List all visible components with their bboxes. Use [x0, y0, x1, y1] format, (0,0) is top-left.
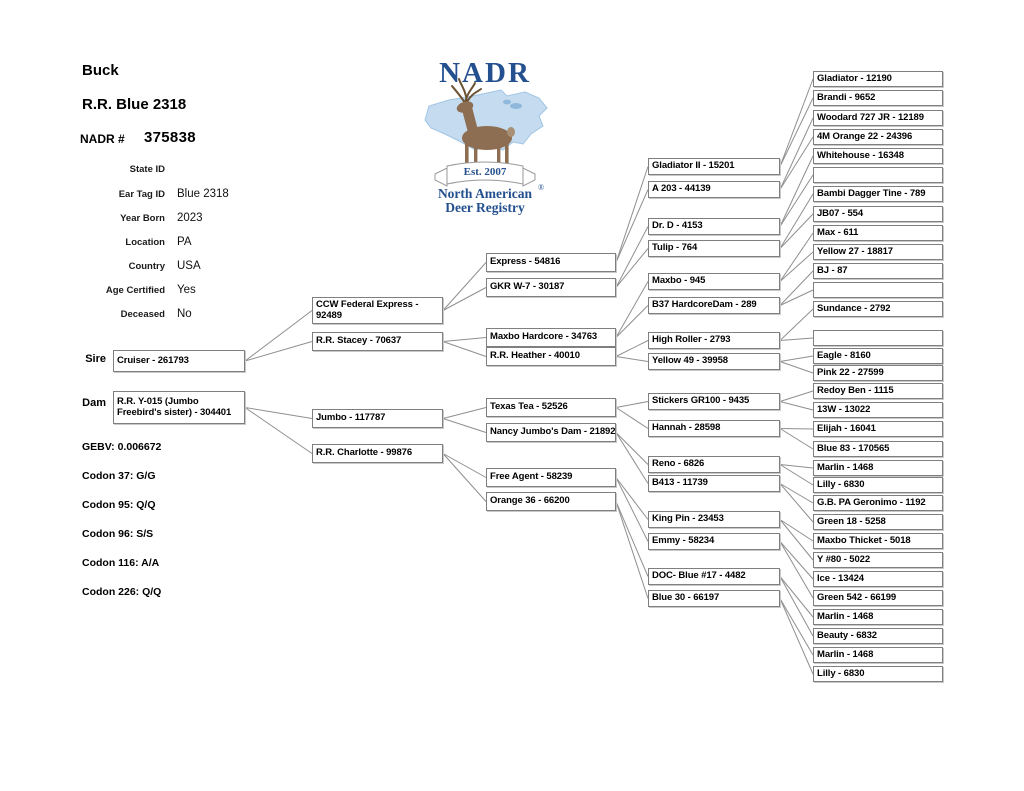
pedigree-edge: [616, 433, 648, 484]
pedigree-node-g5_20: Blue 83 - 170565: [813, 441, 943, 457]
pedigree-edge: [616, 227, 648, 288]
pedigree-node-yellow49: Yellow 49 - 39958: [648, 353, 780, 370]
svg-text:Est. 2007: Est. 2007: [463, 166, 507, 178]
pedigree-node-dam: R.R. Y-015 (Jumbo Freebird's sister) - 304401: [113, 391, 245, 424]
pedigree-edge: [780, 520, 813, 542]
pedigree-edge: [616, 249, 648, 288]
pedigree-edge: [780, 98, 813, 167]
pedigree-edge: [616, 478, 648, 542]
info-label: Age Certified: [105, 285, 165, 296]
genetics-line: Codon 96: S/S: [82, 528, 154, 540]
pedigree-edge: [780, 542, 813, 580]
pedigree-node-b413: B413 - 11739: [648, 475, 780, 492]
pedigree-node-tulip: Tulip - 764: [648, 240, 780, 257]
pedigree-node-g5_01: Gladiator - 12190: [813, 71, 943, 87]
pedigree-node-docblue: DOC- Blue #17 - 4482: [648, 568, 780, 585]
pedigree-node-g5_07: Bambi Dagger Tine - 789: [813, 186, 943, 202]
pedigree-node-sire: Cruiser - 261793: [113, 350, 245, 372]
pedigree-node-g5_21: Marlin - 1468: [813, 460, 943, 476]
pedigree-edge: [780, 290, 813, 306]
genetics-line: Codon 226: Q/Q: [82, 586, 162, 598]
pedigree-node-texastea: Texas Tea - 52526: [486, 398, 616, 417]
pedigree-node-orange36: Orange 36 - 66200: [486, 492, 616, 511]
info-label: Year Born: [120, 213, 165, 224]
pedigree-node-highroller: High Roller - 2793: [648, 332, 780, 349]
pedigree-edge: [780, 484, 813, 504]
pedigree-node-b37: B37 HardcoreDam - 289: [648, 297, 780, 314]
info-label: Ear Tag ID: [118, 189, 165, 200]
pedigree-node-maxbo: Maxbo - 945: [648, 273, 780, 290]
genetics-line: GEBV: 0.006672: [82, 441, 162, 453]
pedigree-node-g5_19: Elijah - 16041: [813, 421, 943, 437]
pedigree-edge: [780, 429, 813, 450]
info-value: USA: [177, 260, 201, 272]
pedigree-node-kingpin: King Pin - 23453: [648, 511, 780, 528]
pedigree-node-hannah: Hannah - 28598: [648, 420, 780, 437]
pedigree-edge: [616, 357, 648, 362]
pedigree-node-g5_02: Brandi - 9652: [813, 90, 943, 106]
pedigree-node-g5_22: Lilly - 6830: [813, 477, 943, 493]
sire-label: Sire: [85, 353, 106, 365]
pedigree-edge: [443, 288, 486, 311]
nadr-acronym: NADR: [439, 57, 531, 89]
pedigree-edge: [616, 167, 648, 263]
pedigree-node-g5_24: Green 18 - 5258: [813, 514, 943, 530]
pedigree-node-blue30: Blue 30 - 66197: [648, 590, 780, 607]
pedigree-edge: [245, 311, 312, 362]
pedigree-node-express: Express - 54816: [486, 253, 616, 272]
info-label: Country: [128, 261, 165, 272]
pedigree-node-g5_15: Eagle - 8160: [813, 348, 943, 364]
pedigree-node-nancy: Nancy Jumbo's Dam - 21892: [486, 423, 616, 442]
pedigree-edge: [780, 520, 813, 561]
pedigree-edge: [780, 599, 813, 675]
pedigree-node-g5_32: Lilly - 6830: [813, 666, 943, 682]
pedigree-node-jumbo: Jumbo - 117787: [312, 409, 443, 428]
info-value: 2023: [177, 212, 203, 224]
pedigree-node-g5_08: JB07 - 554: [813, 206, 943, 222]
pedigree-edge: [443, 342, 486, 357]
pedigree-node-g5_29: Marlin - 1468: [813, 609, 943, 625]
pedigree-edge: [780, 309, 813, 341]
pedigree-node-g5_25: Maxbo Thicket - 5018: [813, 533, 943, 549]
pedigree-edge: [780, 484, 813, 523]
pedigree-edge: [616, 341, 648, 357]
pedigree-edge: [443, 263, 486, 311]
genetics-line: Codon 37: G/G: [82, 470, 156, 482]
pedigree-edge: [616, 502, 648, 599]
pedigree-edge: [443, 408, 486, 419]
pedigree-edge: [616, 282, 648, 338]
pedigree-node-gladiator2: Gladiator II - 15201: [648, 158, 780, 175]
pedigree-node-g5_26: Y #80 - 5022: [813, 552, 943, 568]
pedigree-node-g5_10: Yellow 27 - 18817: [813, 244, 943, 260]
pedigree-node-freeagent: Free Agent - 58239: [486, 468, 616, 487]
nadr-number-value: 375838: [144, 129, 196, 146]
pedigree-node-stickers: Stickers GR100 - 9435: [648, 393, 780, 410]
info-value: No: [177, 308, 192, 320]
pedigree-edge: [245, 408, 312, 419]
pedigree-node-g5_04: 4M Orange 22 - 24396: [813, 129, 943, 145]
pedigree-node-g5_27: Ice - 13424: [813, 571, 943, 587]
pedigree-node-stacey: R.R. Stacey - 70637: [312, 332, 443, 351]
dam-label: Dam: [82, 397, 106, 409]
pedigree-node-g5_16: Pink 22 - 27599: [813, 365, 943, 381]
pedigree-node-g5_05: Whitehouse - 16348: [813, 148, 943, 164]
pedigree-node-reno: Reno - 6826: [648, 456, 780, 473]
pedigree-node-g5_18: 13W - 13022: [813, 402, 943, 418]
pedigree-node-g5_03: Woodard 727 JR - 12189: [813, 110, 943, 126]
info-value: Blue 2318: [177, 188, 229, 200]
pedigree-edge: [443, 454, 486, 502]
animal-name: R.R. Blue 2318: [82, 96, 187, 113]
pedigree-node-maxboh: Maxbo Hardcore - 34763: [486, 328, 616, 347]
pedigree-node-g5_28: Green 542 - 66199: [813, 590, 943, 606]
pedigree-edge: [616, 402, 648, 408]
pedigree-edge: [443, 419, 486, 433]
pedigree-node-g5_31: Marlin - 1468: [813, 647, 943, 663]
pedigree-edge: [780, 391, 813, 402]
pedigree-node-g5_09: Max - 611: [813, 225, 943, 241]
pedigree-edge: [245, 342, 312, 362]
pedigree-edge: [616, 190, 648, 263]
pedigree-node-drd: Dr. D - 4153: [648, 218, 780, 235]
pedigree-edge: [780, 429, 813, 430]
info-label: Deceased: [120, 309, 165, 320]
pedigree-node-g5_17: Redoy Ben - 1115: [813, 383, 943, 399]
pedigree-edge: [780, 362, 813, 374]
pedigree-edge: [780, 402, 813, 411]
pedigree-edge: [245, 408, 312, 454]
pedigree-node-g5_11: BJ - 87: [813, 263, 943, 279]
pedigree-edge: [780, 156, 813, 227]
pedigree-edge: [616, 433, 648, 465]
pedigree-edge: [780, 356, 813, 362]
pedigree-edge: [780, 137, 813, 190]
org-name-line1: North American: [437, 186, 533, 201]
pedigree-edge: [616, 408, 648, 429]
info-label: Location: [125, 237, 165, 248]
pedigree-edge: [780, 338, 813, 341]
pedigree-node-gkr: GKR W-7 - 30187: [486, 278, 616, 297]
genetics-line: Codon 116: A/A: [82, 557, 160, 569]
pedigree-edge: [780, 542, 813, 599]
pedigree-node-a203: A 203 - 44139: [648, 181, 780, 198]
nadr-number-label: NADR #: [80, 132, 125, 146]
pedigree-node-ccw: CCW Federal Express - 92489: [312, 297, 443, 324]
info-label: State ID: [129, 164, 165, 175]
species-label: Buck: [82, 62, 119, 79]
org-name-line2: Deer Registry: [445, 200, 525, 215]
pedigree-node-g5_30: Beauty - 6832: [813, 628, 943, 644]
info-value: PA: [177, 236, 192, 248]
info-value: Yes: [177, 284, 196, 296]
svg-text:®: ®: [537, 183, 545, 192]
pedigree-edge: [780, 271, 813, 306]
pedigree-node-g5_23: G.B. PA Geronimo - 1192: [813, 495, 943, 511]
pedigree-edge: [443, 454, 486, 478]
pedigree-node-heather: R.R. Heather - 40010: [486, 347, 616, 366]
genetics-line: Codon 95: Q/Q: [82, 499, 156, 511]
pedigree-edge: [443, 338, 486, 342]
pedigree-node-emmy: Emmy - 58234: [648, 533, 780, 550]
pedigree-node-charlotte: R.R. Charlotte - 99876: [312, 444, 443, 463]
pedigree-node-g5_13: Sundance - 2792: [813, 301, 943, 317]
